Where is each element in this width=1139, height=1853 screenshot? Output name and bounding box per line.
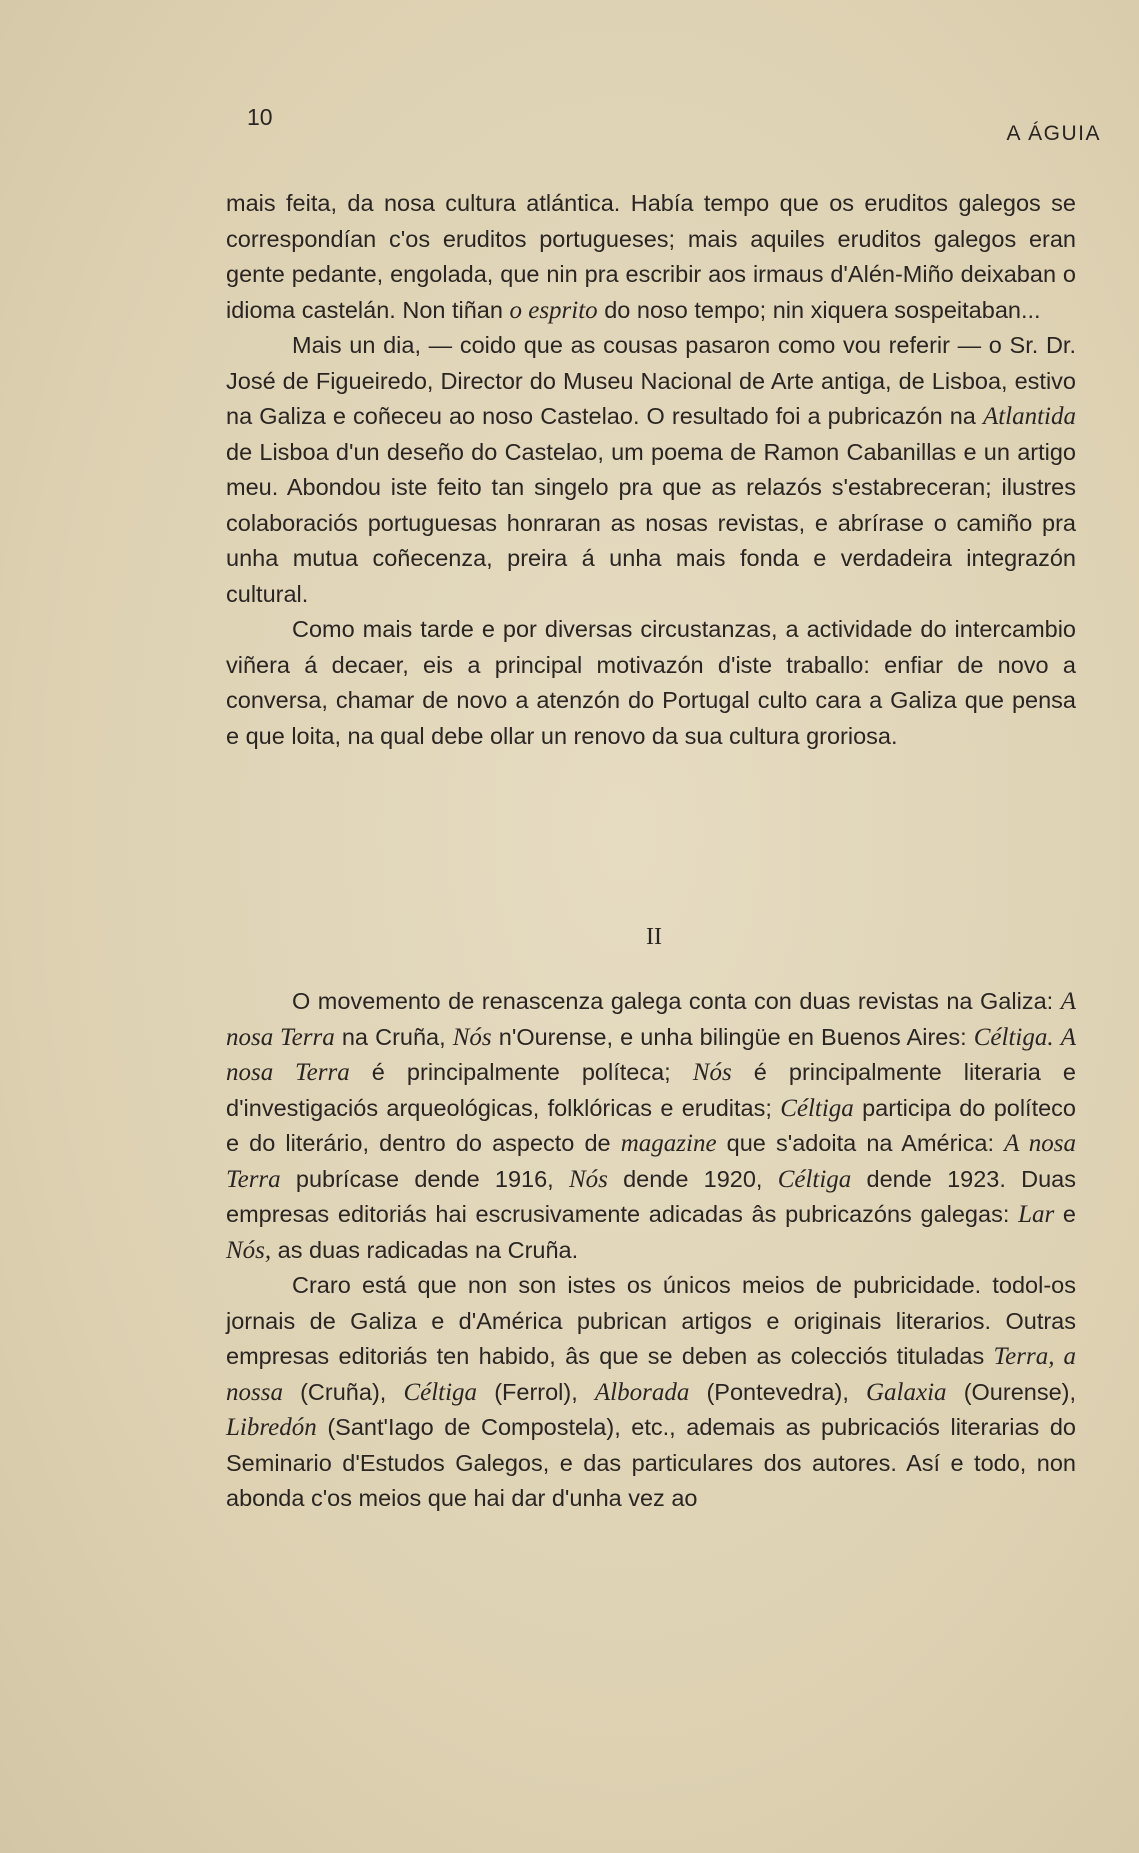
- paragraph: Como mais tarde e por diversas circustanzas, a actividade do intercambio viñera á decaer, eis a principal motivazón d'iste traballo: enfiar de novo a conversa, chamar de novo a atenzón do Portugal culto cara a Galiza que pensa e que loita, na qual debe ollar un renovo da sua cultura groriosa.: [226, 616, 1076, 749]
- section-two: [226, 984, 1076, 1517]
- paragraph: Mais un dia, — coido que as cousas pasaron como vou referir — o Sr. Dr. José de Figueiredo, Director do Museu Nacional de Arte antiga, de Lisboa, estivo na Galiza e coñeceu ao noso Castelao. O resultado foi a pubricazón na Atlantida de Lisboa d'un deseño do Castelao, um poema de Ramon Cabanillas e un artigo meu. Abondou iste feito tan singelo pra que as relazós s'estabreceran; ilustres colaboraciós portuguesas honraran as nosas revistas, e abrírase o camiño pra unha mutua coñecenza, preira á unha mais fonda e verdadeira integrazón cultural.: [226, 332, 1076, 607]
- paragraph: mais feita, da nosa cultura atlántica. Había tempo que os eruditos galegos se correspondían c'os eruditos portugueses; mais aquiles eruditos galegos eran gente pedante, engolada, que nin pra escribir aos irmaus d'Alén-Miño deixaban o idioma castelán. Non tiñan o esprito do noso tempo; nin xiquera sospeitaban...: [226, 190, 1076, 324]
- section-number: II: [646, 924, 662, 950]
- paragraph: Craro está que non son istes os únicos meios de pubricidade. todol-os jornais de Galiza e d'América pubrican artigos e originais literarios. Outras empresas editoriás ten habido, âs que se deben as colecciós tituladas Terra, a nossa (Cruña), Céltiga (Ferrol), Alborada (Pontevedra), Galaxia (Ourense), Libredón (Sant'Iago de Compostela), etc., ademais as pubricaciós literarias do Seminario d'Estudos Galegos, e das particulares dos autores. Así e todo, non abonda c'os meios que hai dar d'unha vez ao: [226, 1272, 1077, 1511]
- running-title: A ÁGUIA: [1006, 122, 1101, 145]
- page-number: 10: [247, 104, 273, 130]
- paragraph: O movemento de renascenza galega conta con duas revistas na Galiza: A nosa Terra na Cruña, Nós n'Ourense, e unha bilingüe en Buenos Aires: Céltiga. A nosa Terra é principalmente políteca; Nós é principalmente literaria e d'investigaciós arqueológicas, folklóricas e eruditas; Céltiga participa do políteco e do literário, dentro do aspecto de magazine que s'adoita na América: A nosa Terra pubrícase dende 1916, Nós dende 1920, Céltiga dende 1923. Duas empresas editoriás hai escrusivamente adicadas âs pubricazóns galegas: Lar e Nós, as duas radicadas na Cruña.: [226, 988, 1077, 1264]
- section-one: [226, 186, 1076, 754]
